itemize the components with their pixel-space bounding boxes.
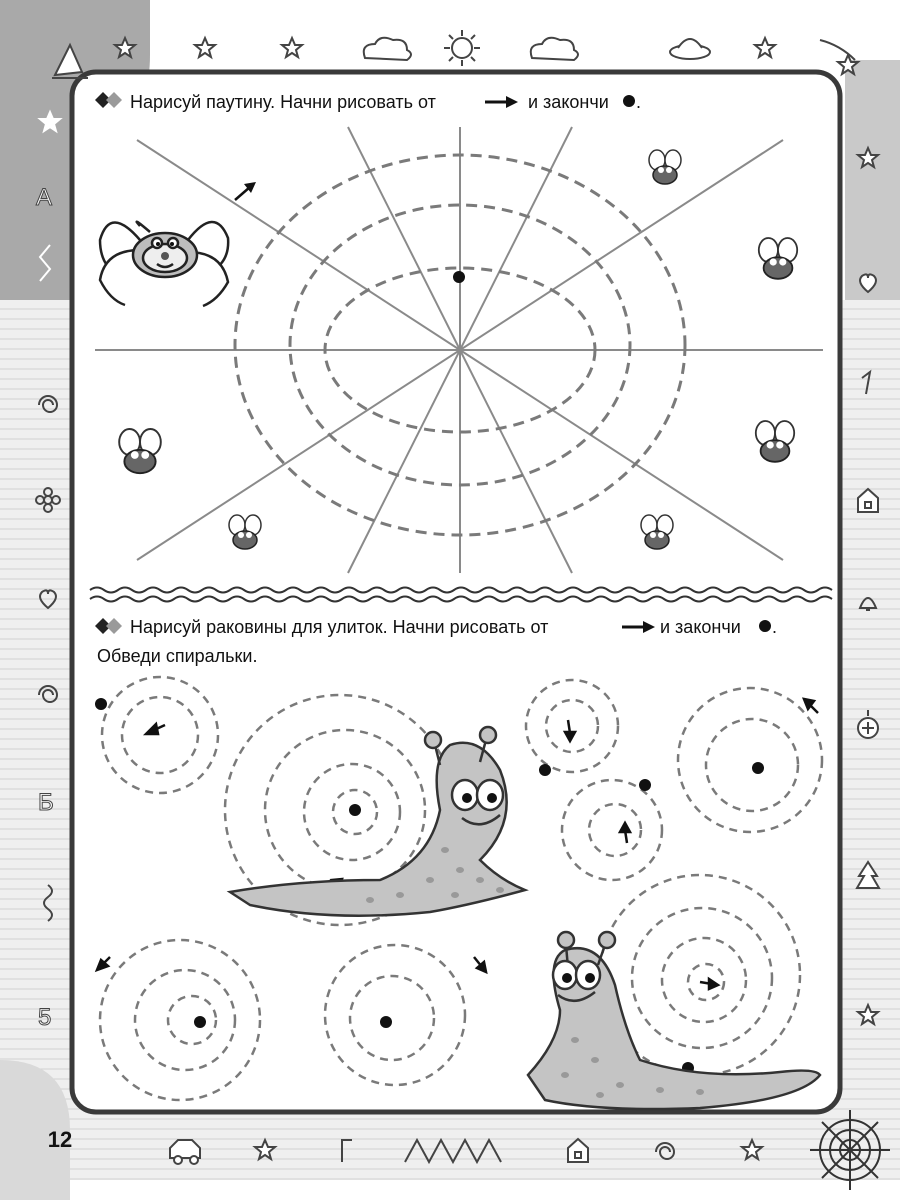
star-icon [195,38,215,57]
ex2-line1-middle: и закончи [660,617,741,637]
page-number: 12 [47,1127,73,1152]
sun-icon [444,30,480,66]
ex2-line1-end: . [772,617,778,637]
digit-5-icon: 5 [38,1004,52,1031]
ex1-text-middle: и закончи [528,92,609,112]
ex2-line2: Обведи спиральки. [97,646,258,666]
comet-icon [820,40,858,74]
web-end-dot [453,271,465,283]
star-icon [755,38,775,57]
letter-b-icon: Б [38,789,54,816]
web-icon [810,1110,890,1190]
cloud-icon [364,38,411,60]
ufo-icon [670,39,710,59]
ex1-text-before: Нарисуй паутину. Начни рисовать от [130,92,436,112]
ex1-text-end: . [636,92,642,112]
end-dot-icon [759,620,771,632]
ex2-line1-before: Нарисуй раковины для улиток. Начни рисовать от [130,617,549,637]
star-icon [282,38,302,57]
cloud-icon [531,38,578,60]
exercise-1-instruction [130,92,436,112]
end-dot-icon [623,95,635,107]
letter-a-icon: A [36,184,53,211]
